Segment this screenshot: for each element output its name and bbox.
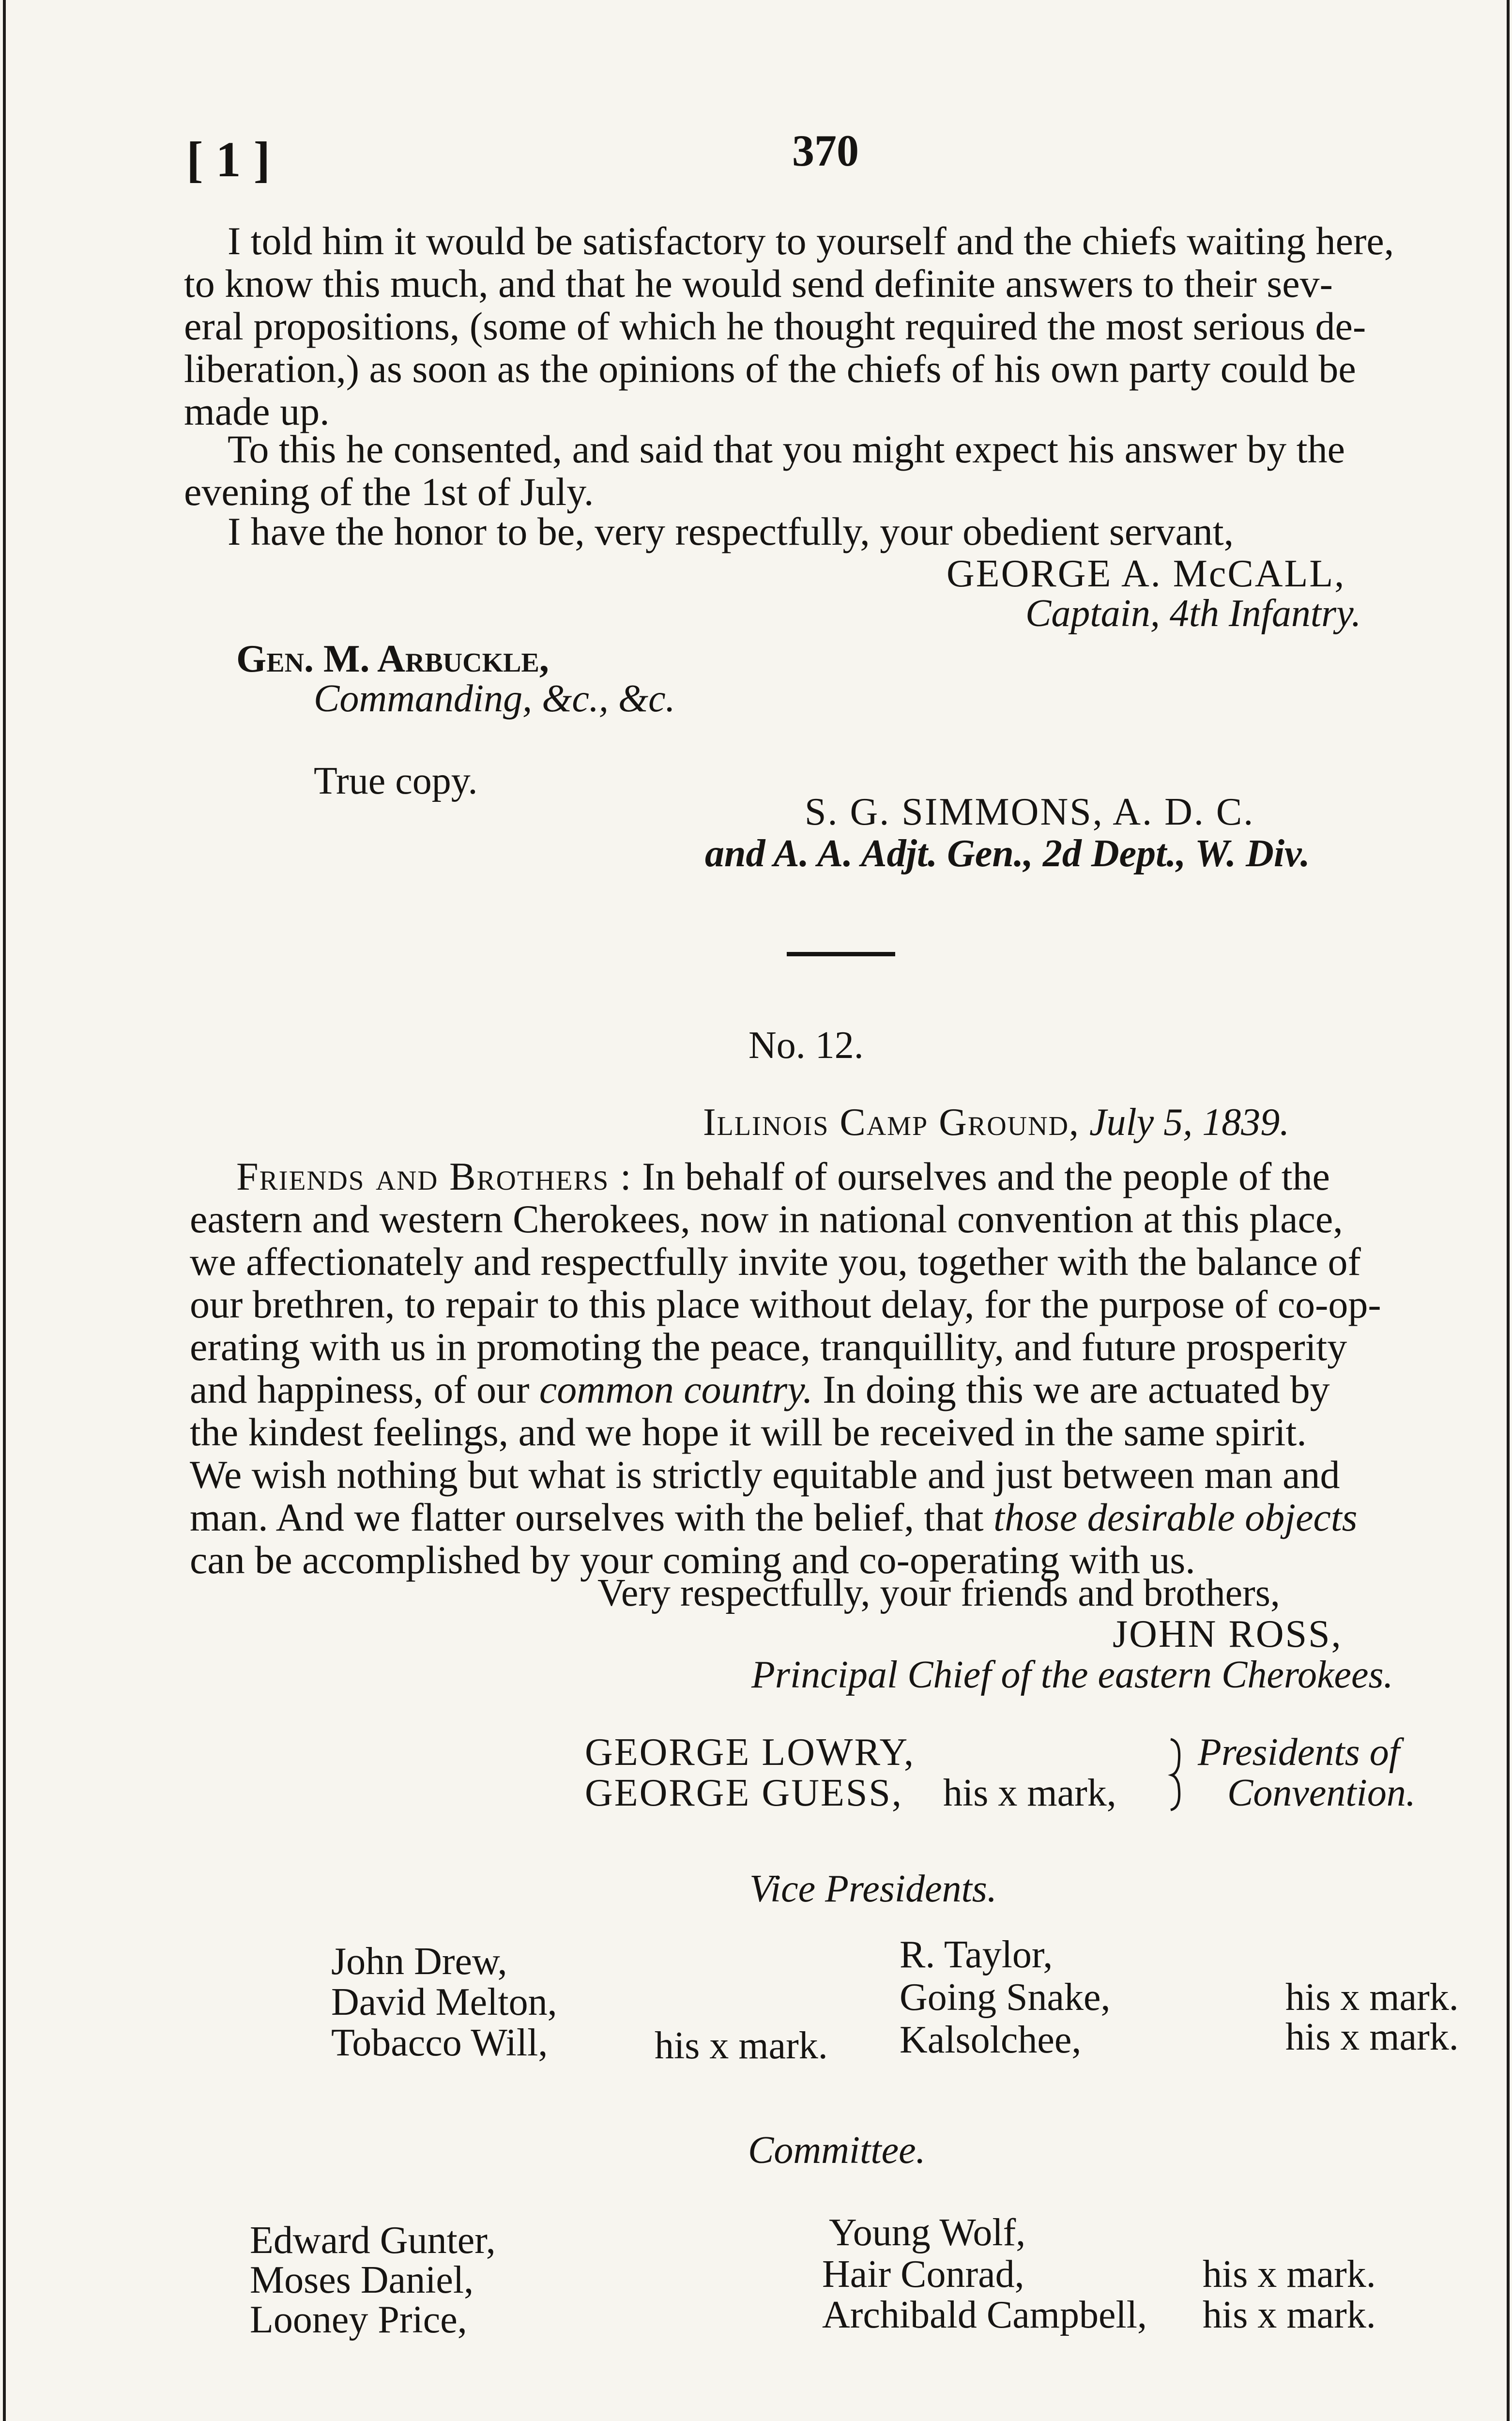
copy-signer: S. G. SIMMONS, A. D. C. bbox=[805, 791, 1255, 833]
vice-right-mark: his x mark. bbox=[1285, 2016, 1459, 2058]
page-edge-left bbox=[3, 0, 6, 2421]
chief-title: Principal Chief of the eastern Cherokees. bbox=[751, 1654, 1393, 1696]
committee-left-name: Looney Price, bbox=[250, 2298, 467, 2341]
letter-line: evening of the 1st of July. bbox=[184, 470, 594, 514]
body-line: we affectionately and respectfully invite you, together with the balance of bbox=[190, 1240, 1361, 1284]
true-copy: True copy. bbox=[314, 760, 478, 802]
dateline bbox=[703, 1101, 1289, 1145]
letter-line: To this he consented, and said that you might expect his answer by the bbox=[228, 427, 1345, 471]
committee-left-name: Edward Gunter, bbox=[250, 2219, 496, 2262]
body-line bbox=[236, 1153, 1330, 1200]
vice-right-name: R. Taylor, bbox=[900, 1933, 1053, 1976]
common-country-text: common country. bbox=[539, 1367, 813, 1411]
body-line: erating with us in promoting the peace, tranquillity, and future prosperity bbox=[190, 1325, 1347, 1369]
committee-left-name: Moses Daniel, bbox=[250, 2259, 474, 2301]
chief-name: JOHN ROSS, bbox=[1113, 1613, 1343, 1655]
letter-line: I have the honor to be, very respectfully, your obedient servant, bbox=[228, 509, 1234, 553]
letter-line: made up. bbox=[184, 389, 330, 433]
body-line: can be accomplished by your coming and co-operating with us. bbox=[190, 1538, 1195, 1582]
letter-line: eral propositions, (some of which he thought required the most serious de- bbox=[184, 304, 1366, 348]
committee-right-name: Young Wolf, bbox=[829, 2211, 1026, 2254]
president-mark: his x mark, bbox=[943, 1772, 1116, 1814]
vice-left-name: John Drew, bbox=[331, 1940, 507, 1983]
committee-right-name: Archibald Campbell, bbox=[822, 2294, 1147, 2336]
section-number: No. 12. bbox=[748, 1024, 864, 1067]
page-number: 370 bbox=[792, 126, 859, 175]
page-edge-right bbox=[1507, 0, 1510, 2421]
vice-left-mark: his x mark. bbox=[655, 2024, 828, 2067]
body-text: In doing this we are actuated by bbox=[812, 1367, 1330, 1411]
vice-right-name: Going Snake, bbox=[900, 1976, 1111, 2019]
dateline-place: Illinois Camp Ground, bbox=[703, 1101, 1080, 1144]
salutation: Friends and Brothers : bbox=[236, 1154, 632, 1198]
vice-presidents-heading: Vice Presidents. bbox=[749, 1868, 997, 1910]
vice-right-mark: his x mark. bbox=[1285, 1976, 1459, 2019]
vice-left-name: David Melton, bbox=[331, 1981, 557, 2023]
body-line bbox=[190, 1366, 1330, 1413]
committee-right-name: Hair Conrad, bbox=[822, 2253, 1024, 2296]
page-bracket: [ 1 ] bbox=[186, 132, 271, 187]
committee-heading: Committee. bbox=[748, 2129, 926, 2172]
signer-name: GEORGE A. McCALL, bbox=[947, 552, 1346, 595]
section-divider bbox=[787, 952, 895, 956]
signer-title: Captain, 4th Infantry. bbox=[1025, 592, 1361, 635]
dateline-date: July 5, 1839. bbox=[1089, 1101, 1290, 1144]
body-text: In behalf of ourselves and the people of the bbox=[632, 1154, 1330, 1198]
addressee-title: Commanding, &c., &c. bbox=[314, 677, 675, 720]
body-text: man. And we flatter ourselves with the belief, that bbox=[190, 1495, 994, 1539]
closing: Very respectfully, your friends and brothers, bbox=[597, 1572, 1280, 1614]
vice-right-name: Kalsolchee, bbox=[900, 2019, 1082, 2061]
body-line bbox=[190, 1494, 1358, 1541]
president-name: GEORGE GUESS, bbox=[585, 1772, 903, 1814]
body-line: eastern and western Cherokees, now in national convention at this place, bbox=[190, 1197, 1343, 1241]
presidents-label: Convention. bbox=[1227, 1772, 1416, 1814]
presidents-brace bbox=[1166, 1737, 1185, 1812]
desirable-objects-text: those desirable objects bbox=[993, 1495, 1358, 1539]
committee-right-mark: his x mark. bbox=[1203, 2253, 1376, 2296]
committee-right-mark: his x mark. bbox=[1203, 2294, 1376, 2336]
president-name: GEORGE LOWRY, bbox=[585, 1731, 915, 1774]
copy-signer-title: and A. A. Adjt. Gen., 2d Dept., W. Div. bbox=[705, 832, 1310, 875]
addressee-name: Gen. M. Arbuckle, bbox=[236, 638, 549, 680]
presidents-label: Presidents of bbox=[1198, 1731, 1400, 1774]
body-line: our brethren, to repair to this place without delay, for the purpose of co-op- bbox=[190, 1282, 1381, 1326]
letter-line: I told him it would be satisfactory to yourself and the chiefs waiting here, bbox=[228, 219, 1394, 263]
vice-left-name: Tobacco Will, bbox=[331, 2022, 548, 2064]
body-line: the kindest feelings, and we hope it will be received in the same spirit. bbox=[190, 1410, 1307, 1454]
body-line: We wish nothing but what is strictly equitable and just between man and bbox=[190, 1453, 1340, 1497]
letter-line: to know this much, and that he would send definite answers to their sev- bbox=[184, 261, 1333, 306]
letter-line: liberation,) as soon as the opinions of the chiefs of his own party could be bbox=[184, 347, 1356, 391]
body-text: and happiness, of our bbox=[190, 1367, 539, 1411]
